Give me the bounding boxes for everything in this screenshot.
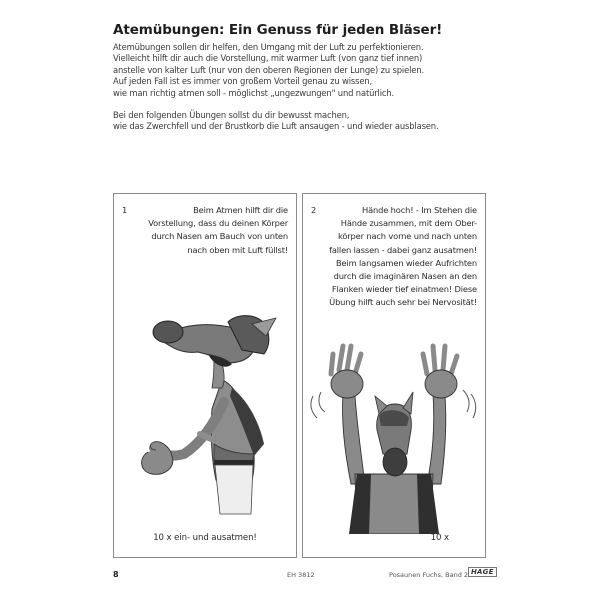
intro-line: Atemübungen sollen dir helfen, den Umgang mit der Luft zu perfektionieren. bbox=[113, 42, 424, 52]
instruction-line: nach oben mit Luft füllst! bbox=[187, 244, 288, 255]
fox-breathing-illustration bbox=[114, 284, 298, 534]
intro-line: wie das Zwerchfell und der Brustkorb die Luft ansaugen - und wieder ausblasen. bbox=[113, 121, 439, 132]
instruction-line: Flanken wieder tief einatmen! Diese bbox=[331, 284, 477, 295]
exercise-2-instructions bbox=[309, 204, 477, 310]
intro-line: wie man richtig atmen soll - möglichst „ungezwungen" und natürlich. bbox=[113, 87, 395, 98]
instruction-line: Vorstellung, dass du deinen Körper bbox=[148, 218, 288, 229]
intro-line: Bei den folgenden Übungen sollst du dir bewusst machen, bbox=[113, 110, 350, 121]
exercise-number: 2 bbox=[311, 205, 317, 215]
intro-line: anstelle von kalter Luft (nur von den oberen Regionen der Lunge) zu spielen. bbox=[113, 64, 424, 75]
instruction-line: körper nach vorne und nach unten bbox=[337, 231, 477, 242]
instruction-line: Übung hilft auch sehr bei Nervosität! bbox=[329, 297, 477, 308]
exercise-2-repetition: 10 x bbox=[430, 533, 449, 543]
intro-line: Vielleicht hilft dir auch die Vorstellung, mit warmer Luft (von ganz tief innen) bbox=[113, 53, 423, 64]
instruction-line: durch Nasen am Bauch von unten bbox=[151, 231, 288, 242]
exercise-box-2 bbox=[302, 193, 486, 558]
intro-line: Auf jeden Fall ist es immer von großem Vorteil genau zu wissen, bbox=[113, 76, 372, 87]
exercise-1-repetition: 10 x ein- und ausatmen! bbox=[153, 533, 257, 543]
instruction-line: Beim Atmen hilft dir die bbox=[193, 205, 288, 215]
publication-code: EH 3812 bbox=[287, 571, 315, 579]
exercise-number: 1 bbox=[122, 205, 128, 215]
exercise-1-instructions bbox=[120, 204, 288, 257]
page-number: 8 bbox=[113, 570, 119, 579]
fox-hands-up-illustration bbox=[303, 334, 487, 534]
instruction-line: fallen lassen - dabei ganz ausatmen! bbox=[329, 244, 477, 255]
intro-paragraph-2 bbox=[113, 110, 503, 133]
intro-paragraph-1 bbox=[113, 42, 503, 99]
instruction-line: Hände zusammen, mit dem Ober- bbox=[340, 218, 477, 229]
series-title: Posaunen Fuchs, Band 2 bbox=[389, 571, 469, 579]
instruction-line: Hände hoch! - Im Stehen die bbox=[361, 205, 477, 215]
page-title: Atemübungen: Ein Genuss für jeden Bläser! bbox=[113, 22, 443, 38]
instruction-line: durch die imaginären Nasen an den bbox=[333, 271, 477, 282]
publisher-logo: HAGE bbox=[468, 567, 497, 577]
exercise-box-1 bbox=[113, 193, 297, 558]
instruction-line: Beim langsamen wieder Aufrichten bbox=[335, 257, 477, 268]
intro-text bbox=[113, 42, 503, 133]
